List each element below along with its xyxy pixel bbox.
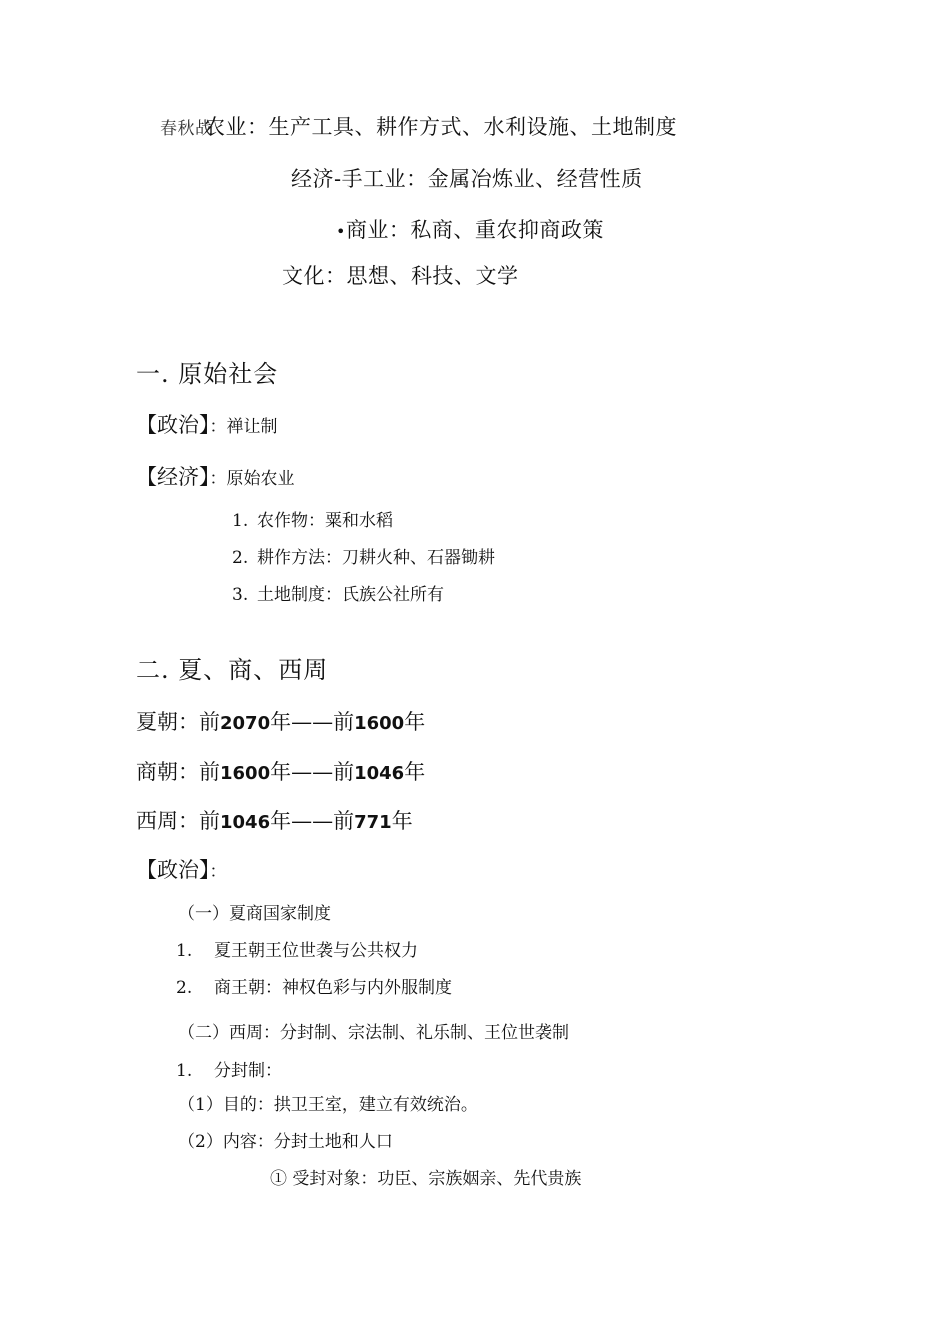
era-line-western-zhou	[136, 811, 413, 832]
outline-economy-handicraft: 经济-手工业：金属冶炼业、经营性质	[291, 167, 643, 191]
point-content: （2）内容：分封土地和人口	[178, 1132, 393, 1152]
outline-commerce-text: 商业：私商、重农抑商政策	[345, 218, 604, 242]
list-item	[232, 587, 444, 604]
era-start-year: 1046	[220, 812, 271, 833]
bullet-icon: •	[336, 222, 346, 241]
era-mid: 年——前	[270, 760, 355, 784]
politics-text: ：	[209, 862, 227, 882]
politics-text: ：禅让制	[209, 417, 278, 437]
outline-culture: 文化：思想、科技、文学	[282, 264, 519, 288]
politics-tag: 【政治】	[136, 858, 210, 882]
list-text: 农作物：粟和水稻	[257, 511, 393, 531]
outline-commerce	[336, 220, 604, 241]
list-item	[176, 980, 452, 997]
era-line-xia	[136, 712, 425, 733]
economy-tag: 【经济】	[136, 465, 210, 489]
economy-line	[136, 467, 295, 488]
list-number: 3.	[232, 585, 249, 605]
outline-overlap-label: 春秋战	[160, 119, 213, 139]
era-name: 夏朝：前	[136, 710, 220, 734]
economy-text: ：原始农业	[209, 469, 295, 489]
era-end-year: 1600	[354, 713, 405, 734]
politics-line	[136, 415, 278, 436]
era-suffix: 年	[404, 760, 426, 784]
list-text: 商王朝：神权色彩与内外服制度	[214, 978, 452, 998]
list-item	[232, 513, 393, 530]
era-suffix: 年	[404, 710, 426, 734]
era-suffix: 年	[391, 809, 413, 833]
list-text: 耕作方法：刀耕火种、石器锄耕	[257, 548, 495, 568]
era-name: 商朝：前	[136, 760, 220, 784]
circled-item-recipients: ① 受封对象：功臣、宗族姻亲、先代贵族	[270, 1169, 582, 1189]
list-number: 2.	[176, 978, 193, 998]
list-item	[176, 1063, 282, 1080]
section-heading-primitive-society: 一. 原始社会	[136, 360, 279, 388]
list-text: 分封制：	[214, 1061, 282, 1081]
era-start-year: 1600	[220, 763, 271, 784]
outline-agriculture: 农业：生产工具、耕作方式、水利设施、土地制度	[204, 115, 677, 139]
era-mid: 年——前	[270, 809, 355, 833]
era-end-year: 1046	[354, 763, 405, 784]
list-number: 1.	[176, 941, 193, 961]
era-start-year: 2070	[220, 713, 271, 734]
politics-line-2	[136, 860, 227, 881]
subheading-western-zhou: （二）西周：分封制、宗法制、礼乐制、王位世袭制	[178, 1023, 569, 1043]
list-text: 夏王朝王位世袭与公共权力	[214, 941, 418, 961]
list-number: 2.	[232, 548, 249, 568]
subheading-xia-shang-system: （一）夏商国家制度	[178, 904, 331, 924]
section-heading-xia-shang-zhou: 二. 夏、商、西周	[136, 656, 329, 684]
era-end-year: 771	[354, 812, 392, 833]
list-item	[176, 943, 418, 960]
list-text: 土地制度：氏族公社所有	[257, 585, 444, 605]
era-line-shang	[136, 762, 425, 783]
era-name: 西周：前	[136, 809, 220, 833]
politics-tag: 【政治】	[136, 413, 210, 437]
list-number: 1.	[232, 511, 249, 531]
list-item	[232, 550, 495, 567]
list-number: 1.	[176, 1061, 193, 1081]
era-mid: 年——前	[270, 710, 355, 734]
point-purpose: （1）目的：拱卫王室，建立有效统治。	[178, 1095, 478, 1115]
